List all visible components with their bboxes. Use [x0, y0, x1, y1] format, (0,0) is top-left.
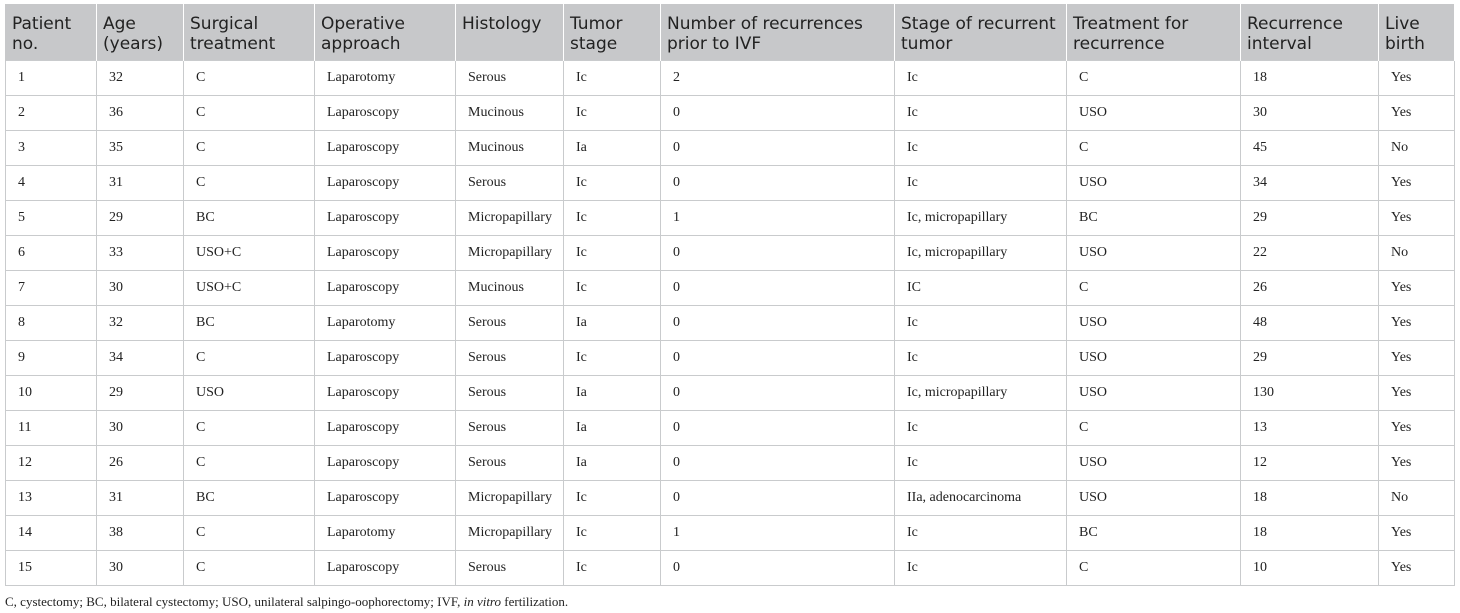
cell-operative-approach: Laparotomy: [315, 61, 456, 96]
cell-number-of-recurrences: 0: [661, 96, 895, 131]
cell-recurrence-interval: 18: [1241, 61, 1379, 96]
cell-patient-no: 15: [6, 551, 97, 586]
table-body: [6, 61, 1455, 586]
header-treatment-for-recurrence: Treatment for recurrence: [1067, 4, 1241, 61]
cell-live-birth: Yes: [1379, 96, 1455, 131]
cell-surgical-treatment: C: [184, 131, 315, 166]
table-row: [6, 446, 1455, 481]
cell-surgical-treatment: C: [184, 166, 315, 201]
cell-patient-no: 9: [6, 341, 97, 376]
cell-number-of-recurrences: 0: [661, 481, 895, 516]
cell-recurrence-interval: 22: [1241, 236, 1379, 271]
cell-tumor-stage: Ic: [564, 61, 661, 96]
header-number-of-recurrences: Number of recurrences prior to IVF: [661, 4, 895, 61]
cell-stage-of-recurrent-tumor: Ic: [895, 446, 1067, 481]
cell-live-birth: Yes: [1379, 376, 1455, 411]
cell-histology: Mucinous: [456, 271, 564, 306]
cell-recurrence-interval: 18: [1241, 516, 1379, 551]
cell-treatment-for-recurrence: USO: [1067, 306, 1241, 341]
cell-stage-of-recurrent-tumor: Ic, micropapillary: [895, 236, 1067, 271]
cell-surgical-treatment: C: [184, 341, 315, 376]
table-row: [6, 551, 1455, 586]
cell-age: 29: [97, 201, 184, 236]
table-row: [6, 271, 1455, 306]
cell-histology: Micropapillary: [456, 481, 564, 516]
cell-age: 30: [97, 411, 184, 446]
cell-histology: Serous: [456, 551, 564, 586]
cell-stage-of-recurrent-tumor: Ic, micropapillary: [895, 201, 1067, 236]
cell-tumor-stage: Ic: [564, 96, 661, 131]
cell-operative-approach: Laparoscopy: [315, 376, 456, 411]
cell-stage-of-recurrent-tumor: IC: [895, 271, 1067, 306]
cell-treatment-for-recurrence: BC: [1067, 516, 1241, 551]
cell-age: 33: [97, 236, 184, 271]
cell-live-birth: No: [1379, 481, 1455, 516]
cell-patient-no: 11: [6, 411, 97, 446]
cell-age: 31: [97, 166, 184, 201]
cell-tumor-stage: Ic: [564, 516, 661, 551]
cell-live-birth: Yes: [1379, 516, 1455, 551]
cell-histology: Serous: [456, 166, 564, 201]
cell-tumor-stage: Ia: [564, 376, 661, 411]
cell-patient-no: 14: [6, 516, 97, 551]
cell-age: 30: [97, 271, 184, 306]
cell-treatment-for-recurrence: USO: [1067, 236, 1241, 271]
cell-tumor-stage: Ic: [564, 166, 661, 201]
cell-stage-of-recurrent-tumor: Ic: [895, 306, 1067, 341]
cell-tumor-stage: Ia: [564, 131, 661, 166]
cell-treatment-for-recurrence: C: [1067, 271, 1241, 306]
cell-recurrence-interval: 29: [1241, 341, 1379, 376]
cell-treatment-for-recurrence: C: [1067, 551, 1241, 586]
cell-live-birth: Yes: [1379, 411, 1455, 446]
cell-patient-no: 12: [6, 446, 97, 481]
header-age: Age (years): [97, 4, 184, 61]
cell-patient-no: 7: [6, 271, 97, 306]
cell-stage-of-recurrent-tumor: Ic: [895, 131, 1067, 166]
table-footnote: [5, 594, 568, 610]
cell-patient-no: 2: [6, 96, 97, 131]
header-row: [6, 4, 1455, 61]
cell-histology: Serous: [456, 376, 564, 411]
table-row: [6, 61, 1455, 96]
cell-surgical-treatment: USO+C: [184, 271, 315, 306]
cell-patient-no: 6: [6, 236, 97, 271]
footnote-prefix: C, cystectomy; BC, bilateral cystectomy; USO, unilateral salpingo-oophorectomy; IVF,: [5, 594, 464, 609]
cell-surgical-treatment: C: [184, 516, 315, 551]
cell-number-of-recurrences: 1: [661, 201, 895, 236]
table-row: [6, 376, 1455, 411]
cell-tumor-stage: Ia: [564, 306, 661, 341]
table-row: [6, 166, 1455, 201]
cell-tumor-stage: Ic: [564, 551, 661, 586]
cell-tumor-stage: Ia: [564, 411, 661, 446]
cell-stage-of-recurrent-tumor: Ic: [895, 551, 1067, 586]
recurrence-table: [5, 4, 1455, 586]
cell-age: 35: [97, 131, 184, 166]
cell-operative-approach: Laparoscopy: [315, 131, 456, 166]
cell-treatment-for-recurrence: USO: [1067, 376, 1241, 411]
cell-number-of-recurrences: 0: [661, 411, 895, 446]
footnote-italic: in vitro: [463, 594, 502, 609]
table-row: [6, 96, 1455, 131]
header-live-birth: Live birth: [1379, 4, 1455, 61]
cell-histology: Mucinous: [456, 131, 564, 166]
cell-recurrence-interval: 34: [1241, 166, 1379, 201]
cell-operative-approach: Laparotomy: [315, 516, 456, 551]
cell-number-of-recurrences: 0: [661, 131, 895, 166]
cell-surgical-treatment: USO: [184, 376, 315, 411]
cell-live-birth: No: [1379, 131, 1455, 166]
cell-operative-approach: Laparotomy: [315, 306, 456, 341]
cell-patient-no: 5: [6, 201, 97, 236]
cell-surgical-treatment: BC: [184, 201, 315, 236]
cell-number-of-recurrences: 0: [661, 376, 895, 411]
cell-live-birth: Yes: [1379, 341, 1455, 376]
table-row: [6, 481, 1455, 516]
cell-recurrence-interval: 48: [1241, 306, 1379, 341]
cell-stage-of-recurrent-tumor: Ic: [895, 341, 1067, 376]
cell-tumor-stage: Ic: [564, 341, 661, 376]
cell-treatment-for-recurrence: USO: [1067, 481, 1241, 516]
header-surgical-treatment: Surgical treatment: [184, 4, 315, 61]
cell-age: 32: [97, 306, 184, 341]
cell-number-of-recurrences: 0: [661, 551, 895, 586]
cell-operative-approach: Laparoscopy: [315, 271, 456, 306]
cell-histology: Serous: [456, 61, 564, 96]
cell-patient-no: 13: [6, 481, 97, 516]
cell-operative-approach: Laparoscopy: [315, 166, 456, 201]
cell-patient-no: 8: [6, 306, 97, 341]
cell-number-of-recurrences: 0: [661, 341, 895, 376]
cell-stage-of-recurrent-tumor: Ic: [895, 61, 1067, 96]
cell-treatment-for-recurrence: USO: [1067, 166, 1241, 201]
cell-surgical-treatment: BC: [184, 306, 315, 341]
cell-recurrence-interval: 18: [1241, 481, 1379, 516]
cell-stage-of-recurrent-tumor: IIa, adenocarcinoma: [895, 481, 1067, 516]
cell-treatment-for-recurrence: USO: [1067, 446, 1241, 481]
cell-histology: Micropapillary: [456, 236, 564, 271]
cell-histology: Serous: [456, 446, 564, 481]
cell-number-of-recurrences: 0: [661, 236, 895, 271]
header-operative-approach: Operative approach: [315, 4, 456, 61]
cell-histology: Serous: [456, 411, 564, 446]
cell-live-birth: Yes: [1379, 446, 1455, 481]
cell-number-of-recurrences: 0: [661, 306, 895, 341]
table-row: [6, 516, 1455, 551]
table-row: [6, 131, 1455, 166]
cell-histology: Micropapillary: [456, 516, 564, 551]
cell-patient-no: 3: [6, 131, 97, 166]
cell-number-of-recurrences: 2: [661, 61, 895, 96]
cell-surgical-treatment: C: [184, 446, 315, 481]
header-stage-of-recurrent-tumor: Stage of recurrent tumor: [895, 4, 1067, 61]
cell-live-birth: No: [1379, 236, 1455, 271]
cell-treatment-for-recurrence: C: [1067, 131, 1241, 166]
cell-operative-approach: Laparoscopy: [315, 96, 456, 131]
cell-operative-approach: Laparoscopy: [315, 551, 456, 586]
cell-surgical-treatment: C: [184, 411, 315, 446]
cell-live-birth: Yes: [1379, 271, 1455, 306]
cell-tumor-stage: Ic: [564, 271, 661, 306]
cell-treatment-for-recurrence: USO: [1067, 96, 1241, 131]
cell-recurrence-interval: 130: [1241, 376, 1379, 411]
cell-tumor-stage: Ic: [564, 236, 661, 271]
cell-recurrence-interval: 30: [1241, 96, 1379, 131]
cell-age: 29: [97, 376, 184, 411]
cell-number-of-recurrences: 1: [661, 516, 895, 551]
cell-live-birth: Yes: [1379, 306, 1455, 341]
cell-stage-of-recurrent-tumor: Ic: [895, 166, 1067, 201]
cell-recurrence-interval: 26: [1241, 271, 1379, 306]
table-header: [6, 4, 1455, 61]
cell-tumor-stage: Ia: [564, 446, 661, 481]
cell-recurrence-interval: 29: [1241, 201, 1379, 236]
cell-operative-approach: Laparoscopy: [315, 411, 456, 446]
cell-treatment-for-recurrence: USO: [1067, 341, 1241, 376]
cell-stage-of-recurrent-tumor: Ic: [895, 516, 1067, 551]
cell-surgical-treatment: C: [184, 551, 315, 586]
cell-tumor-stage: Ic: [564, 481, 661, 516]
cell-treatment-for-recurrence: C: [1067, 61, 1241, 96]
cell-histology: Mucinous: [456, 96, 564, 131]
cell-surgical-treatment: USO+C: [184, 236, 315, 271]
cell-stage-of-recurrent-tumor: Ic: [895, 411, 1067, 446]
cell-number-of-recurrences: 0: [661, 271, 895, 306]
cell-live-birth: Yes: [1379, 61, 1455, 96]
header-patient-no: Patient no.: [6, 4, 97, 61]
cell-surgical-treatment: BC: [184, 481, 315, 516]
cell-surgical-treatment: C: [184, 96, 315, 131]
header-recurrence-interval: Recurrence interval: [1241, 4, 1379, 61]
cell-histology: Serous: [456, 306, 564, 341]
cell-age: 31: [97, 481, 184, 516]
cell-operative-approach: Laparoscopy: [315, 236, 456, 271]
cell-stage-of-recurrent-tumor: Ic, micropapillary: [895, 376, 1067, 411]
table-row: [6, 411, 1455, 446]
cell-recurrence-interval: 45: [1241, 131, 1379, 166]
cell-number-of-recurrences: 0: [661, 446, 895, 481]
cell-stage-of-recurrent-tumor: Ic: [895, 96, 1067, 131]
cell-treatment-for-recurrence: C: [1067, 411, 1241, 446]
table-row: [6, 341, 1455, 376]
cell-operative-approach: Laparoscopy: [315, 481, 456, 516]
table-row: [6, 236, 1455, 271]
cell-recurrence-interval: 12: [1241, 446, 1379, 481]
footnote-suffix: fertilization.: [501, 594, 569, 609]
cell-tumor-stage: Ic: [564, 201, 661, 236]
cell-histology: Micropapillary: [456, 201, 564, 236]
cell-live-birth: Yes: [1379, 201, 1455, 236]
header-tumor-stage: Tumor stage: [564, 4, 661, 61]
cell-number-of-recurrences: 0: [661, 166, 895, 201]
cell-patient-no: 10: [6, 376, 97, 411]
cell-age: 38: [97, 516, 184, 551]
cell-patient-no: 4: [6, 166, 97, 201]
cell-operative-approach: Laparoscopy: [315, 341, 456, 376]
cell-surgical-treatment: C: [184, 61, 315, 96]
cell-recurrence-interval: 13: [1241, 411, 1379, 446]
cell-operative-approach: Laparoscopy: [315, 201, 456, 236]
cell-age: 34: [97, 341, 184, 376]
cell-age: 26: [97, 446, 184, 481]
recurrence-table-container: [5, 4, 1454, 586]
cell-recurrence-interval: 10: [1241, 551, 1379, 586]
cell-treatment-for-recurrence: BC: [1067, 201, 1241, 236]
table-row: [6, 201, 1455, 236]
cell-live-birth: Yes: [1379, 166, 1455, 201]
cell-age: 30: [97, 551, 184, 586]
cell-histology: Serous: [456, 341, 564, 376]
table-row: [6, 306, 1455, 341]
cell-age: 36: [97, 96, 184, 131]
cell-operative-approach: Laparoscopy: [315, 446, 456, 481]
header-histology: Histology: [456, 4, 564, 61]
cell-age: 32: [97, 61, 184, 96]
cell-patient-no: 1: [6, 61, 97, 96]
cell-live-birth: Yes: [1379, 551, 1455, 586]
